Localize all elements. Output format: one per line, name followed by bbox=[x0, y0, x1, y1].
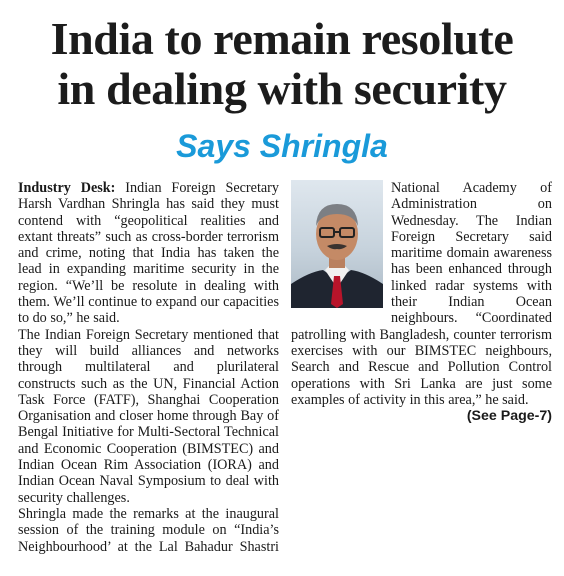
paragraph-1 bbox=[18, 180, 279, 327]
see-page-7-link[interactable]: (See Page-7) bbox=[466, 408, 552, 425]
article-body bbox=[18, 180, 552, 564]
paragraph-1-text: Indian Foreign Secretary Harsh Vardhan Shringla has said they must contend with “geopolitical realities and extant threats” such as cross-border terrorism and crime, noting that India has taken the lead in expanding maritime security in the region. “We’ll be resolute in dealing with them. We’ll continue to expand our capacities to do so,” he said. bbox=[18, 180, 280, 327]
headline bbox=[0, 14, 564, 114]
portrait-photo-icon bbox=[291, 180, 383, 308]
paragraph-2-text: The Indian Foreign Secretary mentioned that they will build alliances and networks through multilateral and plurilateral constructs such as the UN, Financial Action Task Force (FATF), Shanghai Cooperation Organisation and closer home through Bay of Bengal Initiative for Multi-Sectoral Technical and Economic Cooperation (BIMSTEC) and Indian Ocean Rim Association (IORA) and Indian Ocean Naval Symposium to deal with security challenges. bbox=[18, 326, 279, 506]
paragraph-2 bbox=[18, 327, 279, 506]
headline-line-1: India to remain resolute bbox=[50, 13, 514, 64]
byline: Industry Desk: bbox=[18, 180, 116, 196]
subheadline: Says Shringla bbox=[176, 128, 388, 164]
headline-line-2: in dealing with security bbox=[57, 63, 507, 114]
paragraph-3-text: Shringla made the remarks at the inaugural session of the training module on “India’s Neighbourhood’ at the Lal Bahadur Shastri National Academy of Administration on Wednesday. The Indian Foreign Secretary said maritime domain awareness has been enhanced through linked radar systems with their Indian Ocean neighbours. “Coordinated patrolling with Bangladesh, counter terrorism exercises with our BIMSTEC neighbours, Search and Rescue and Pollution Control operations with Sri Lanka are just some examples of activity in this area,” he said. bbox=[18, 180, 552, 555]
